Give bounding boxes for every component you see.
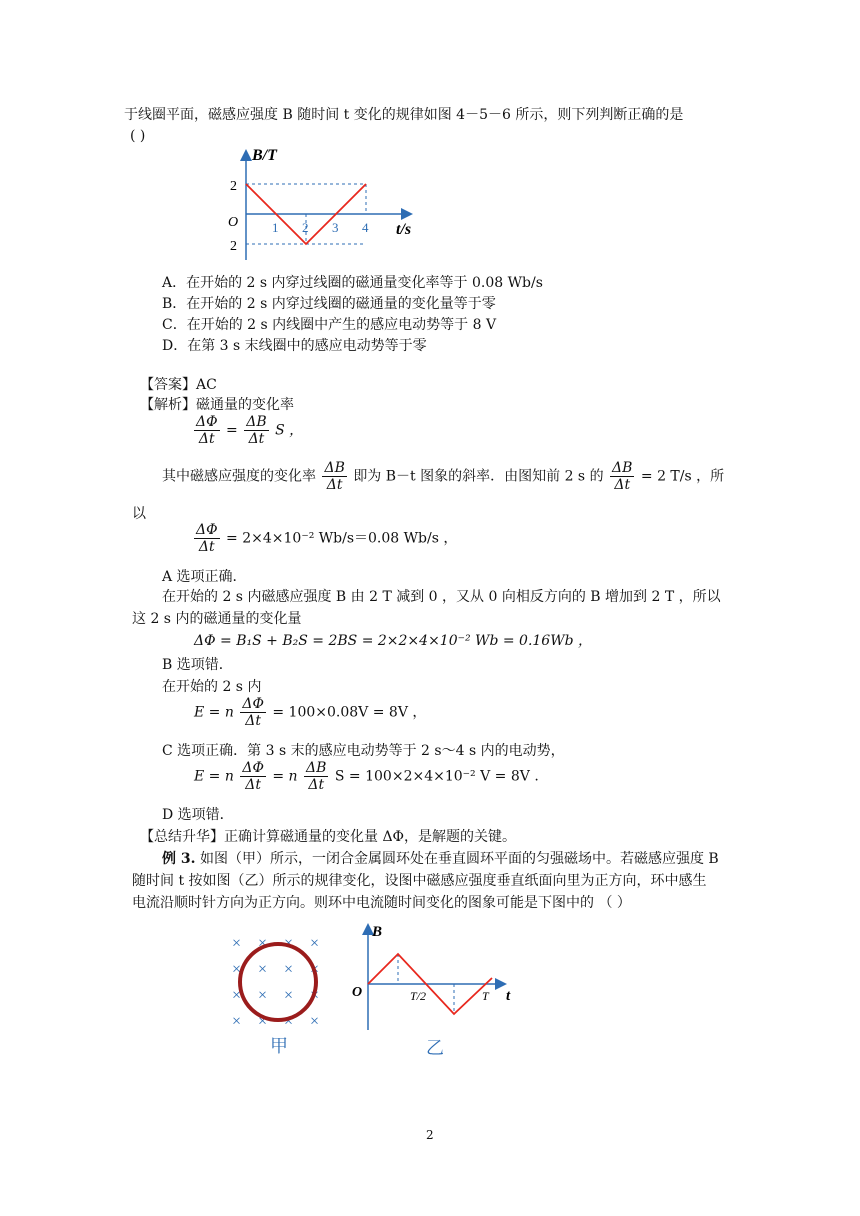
graph1-ytick-bottom: 2 — [230, 239, 237, 254]
analysis-head: 【解析】磁通量的变化率 — [140, 397, 294, 413]
yi-half-period: T/2 — [410, 989, 427, 1003]
p4: 在开始的 2 s 内 — [162, 679, 262, 695]
eq2-den: Δt — [198, 539, 215, 555]
b-wrong: B 选项错． — [162, 657, 233, 673]
eq5-den2: Δt — [308, 777, 325, 793]
equation-4 — [194, 696, 426, 729]
eq1-den1: Δt — [198, 431, 215, 447]
p2-den: Δt — [326, 477, 343, 493]
svg-text:×: × — [258, 961, 268, 978]
yi-origin: O — [352, 985, 363, 1000]
figure-jia — [226, 928, 336, 1058]
graph1-xtick-4: 4 — [362, 220, 369, 235]
summary-label: 【总结升华】 — [140, 829, 224, 845]
svg-text:×: × — [284, 961, 294, 978]
example3-line-3: 电流沿顺时针方向为正方向。则环中电流随时间变化的图象可能是下图中的 （ ） — [132, 895, 631, 911]
p2-b: 即为 B－t 图象的斜率．由图知前 2 s 的 — [353, 468, 604, 485]
svg-text:×: × — [310, 987, 320, 1004]
graph1-xtick-3: 3 — [332, 220, 339, 235]
eq4-num: ΔΦ — [242, 696, 264, 712]
a-correct: A 选项正确． — [162, 569, 247, 585]
eq5-mid: = n — [272, 768, 298, 785]
svg-text:×: × — [258, 1013, 268, 1030]
example3-line-1 — [162, 848, 719, 868]
eq1-num1: ΔΦ — [196, 414, 218, 430]
graph1-ylabel: B/T — [252, 147, 277, 164]
example3-label: 例 3. — [162, 851, 196, 867]
option-a: A．在开始的 2 s 内穿过线圈的磁通量变化率等于 0.08 Wb/s — [162, 275, 543, 291]
p3-line-2: 这 2 s 内的磁通量的变化量 — [132, 611, 302, 627]
example3-line-2: 随时间 t 按如图（乙）所示的规律变化，设图中磁感应强度垂直纸面向里为正方向，环中感生 — [132, 873, 707, 889]
p2-num2: ΔB — [612, 460, 633, 476]
eq5-den1: Δt — [245, 777, 261, 793]
figure-yi — [348, 920, 528, 1060]
magnetic-field-crosses — [232, 935, 319, 1030]
example3-text-1: 如图（甲）所示，一闭合金属圆环处在垂直圆环平面的匀强磁场中。若磁感应强度 B — [195, 851, 719, 867]
p2-a: 其中磁感应强度的变化率 — [162, 468, 316, 485]
eq5-num2: ΔB — [306, 760, 327, 776]
eq5-num1: ΔΦ — [242, 760, 264, 776]
svg-text:×: × — [258, 935, 268, 952]
page-number: 2 — [426, 1128, 434, 1142]
graph1-xtick-1: 1 — [272, 220, 279, 235]
svg-text:×: × — [310, 1013, 320, 1030]
option-d: D．在第 3 s 末线圈中的感应电动势等于零 — [162, 338, 427, 354]
svg-text:×: × — [258, 987, 268, 1004]
svg-text:×: × — [284, 987, 294, 1004]
eq4-lhs: E = n — [194, 704, 234, 721]
d-wrong: D 选项错． — [162, 807, 234, 823]
eq2-rhs: = 2×4×10⁻² Wb/s＝0.08 Wb/s ， — [226, 530, 458, 547]
graph1-xlabel: t/s — [396, 221, 412, 238]
equation-3: ΔΦ = B₁S + B₂S = 2BS = 2×2×4×10⁻² Wb = 0.16Wb ， — [194, 633, 593, 649]
metal-ring — [240, 944, 316, 1020]
c-line: C 选项正确．第 3 s 末的感应电动势等于 2 s～4 s 内的电动势， — [162, 743, 565, 759]
svg-text:×: × — [232, 1013, 242, 1030]
yi-period: T — [482, 989, 489, 1003]
option-c: C．在开始的 2 s 内线圈中产生的感应电动势等于 8 V — [162, 317, 497, 333]
eq1-tail: S ， — [275, 422, 304, 439]
intro-line-2: ( ) — [130, 128, 146, 144]
eq1-num2: ΔB — [246, 414, 267, 430]
figure-yi-caption: 乙 — [426, 1038, 444, 1058]
equation-2 — [192, 522, 457, 555]
p2-den2: Δt — [614, 477, 631, 493]
graph1-origin: O — [228, 215, 239, 230]
yi-xlabel: t — [506, 988, 511, 1004]
svg-text:×: × — [310, 935, 320, 952]
b-t-graph — [220, 140, 430, 270]
figure-jia-caption: 甲 — [270, 1036, 288, 1056]
equation-1 — [192, 414, 303, 447]
graph1-ytick-top: 2 — [230, 179, 237, 194]
eq4-den: Δt — [245, 713, 261, 729]
yi-ylabel: B — [372, 924, 383, 940]
eq2-num: ΔΦ — [196, 522, 218, 538]
svg-text:×: × — [232, 961, 242, 978]
paragraph-slope — [162, 460, 724, 493]
eq4-rhs: = 100×0.08V = 8V ， — [272, 704, 427, 721]
p2-num: ΔB — [324, 460, 345, 476]
svg-text:×: × — [284, 935, 294, 952]
eq5-lhs: E = n — [194, 768, 234, 785]
p2-c: = 2 T/s ，所 — [640, 468, 725, 485]
svg-text:×: × — [232, 935, 242, 952]
svg-text:×: × — [310, 961, 320, 978]
svg-text:×: × — [232, 987, 242, 1004]
answer: 【答案】AC — [140, 377, 217, 393]
eq1-den2: Δt — [248, 431, 265, 447]
eq5-rhs: S = 100×2×4×10⁻² V = 8V . — [334, 768, 539, 785]
eq1-equals: = — [226, 422, 238, 439]
option-b: B．在开始的 2 s 内穿过线圈的磁通量的变化量等于零 — [162, 296, 496, 312]
intro-line-1: 于线圈平面，磁感应强度 B 随时间 t 变化的规律如图 4－5－6 所示，则下列判断正确的是 — [124, 107, 684, 123]
equation-5 — [194, 760, 539, 793]
p2-d: 以 — [132, 506, 146, 522]
svg-text:×: × — [284, 1013, 294, 1030]
p3-line-1: 在开始的 2 s 内磁感应强度 B 由 2 T 减到 0 ，又从 0 向相反方向的 B 增加到 2 T ，所以 — [162, 589, 721, 605]
summary-text: 正确计算磁通量的变化量 ΔΦ，是解题的关键。 — [224, 829, 517, 845]
graph1-xtick-2: 2 — [302, 220, 309, 235]
summary — [140, 826, 516, 846]
